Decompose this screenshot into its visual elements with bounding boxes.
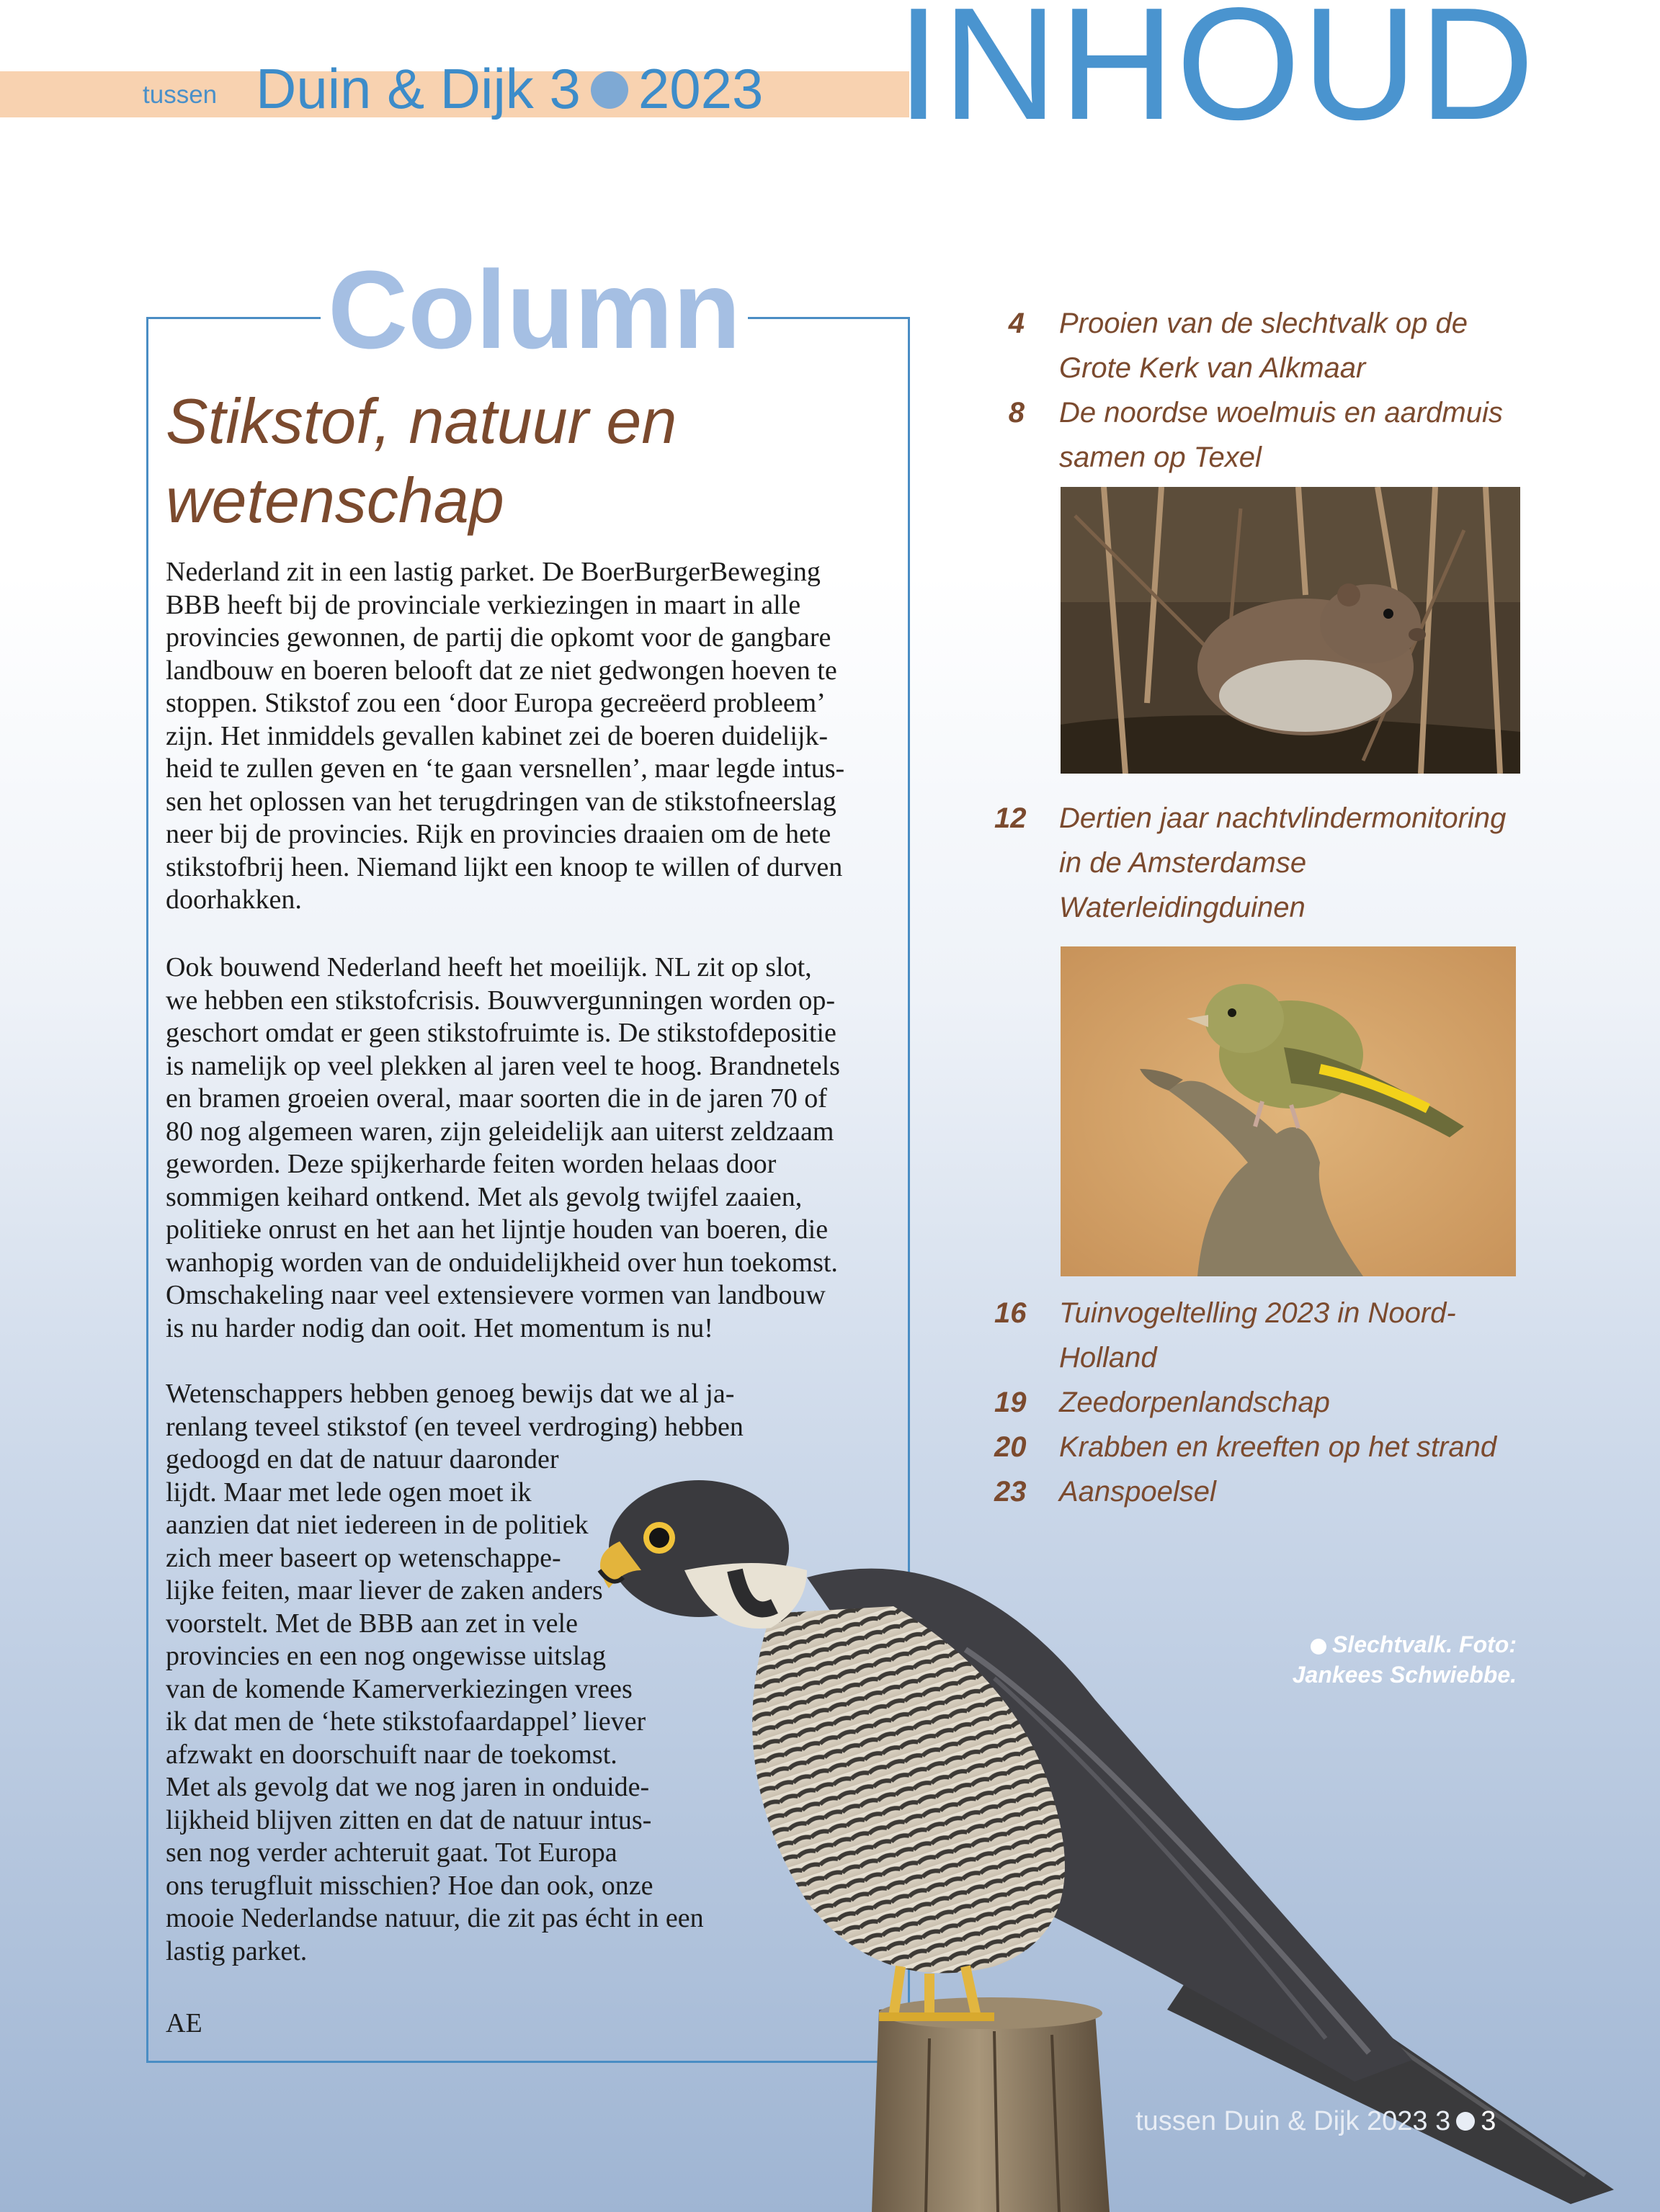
toc-page-number: 19 <box>994 1387 1027 1418</box>
toc-entry-line: Dertien jaar nachtvlindermonitoring <box>1059 802 1507 834</box>
column-text-line: geschort omdat er geen stikstofruimte is. De stikstofdepositie <box>166 1018 836 1048</box>
caption-line-1: Slechtvalk. Foto: <box>1225 1629 1517 1660</box>
toc-entry-line: De noordse woelmuis en aardmuis <box>1059 397 1503 429</box>
column-title <box>166 382 814 540</box>
toc-entry-line: Zeedorpenlandschap <box>1059 1387 1330 1418</box>
toc-entry[interactable] <box>1059 1291 1456 1380</box>
toc-entry[interactable] <box>1059 1469 1216 1514</box>
footer-prefix: tussen <box>1135 2106 1216 2136</box>
toc-page-number: 4 <box>1008 308 1025 339</box>
column-text-line: renlang teveel stikstof (en teveel verdroging) hebben <box>166 1411 744 1442</box>
column-text-line: we hebben een stikstofcrisis. Bouwvergunningen worden op- <box>166 985 836 1016</box>
column-text-line: is namelijk op veel plekken al jaren veel te hoog. Brandnetels <box>166 1050 840 1081</box>
toc-page-number: 16 <box>994 1297 1027 1329</box>
column-text-line: wanhopig worden van de onduidelijkheid over hun toekomst. <box>166 1247 838 1278</box>
column-text-line: ons terugfluit misschien? Hoe dan ook, onze <box>166 1870 653 1901</box>
page-footer <box>1135 2106 1496 2137</box>
toc-entry-line: Waterleidingduinen <box>1059 892 1306 923</box>
column-text-line: Nederland zit in een lastig parket. De BoerBurgerBeweging <box>166 557 821 587</box>
toc-entry-line: in de Amsterdamse <box>1059 847 1307 879</box>
column-text-line: landbouw en boeren belooft dat ze niet gedwongen hoeven te <box>166 655 837 686</box>
toc-page-number: 12 <box>994 802 1027 834</box>
column-title-line: Stikstof, natuur en <box>166 385 677 457</box>
toc-entry[interactable] <box>1059 796 1506 930</box>
column-text-line: politieke onrust en het aan het lijntje houden van boeren, die <box>166 1214 829 1245</box>
bullet-dot-icon <box>1456 2112 1475 2131</box>
column-text-line: afzwakt en doorschuift naar de toekomst. <box>166 1739 617 1770</box>
photo-caption <box>1225 1629 1517 1690</box>
magazine-title <box>256 57 764 120</box>
column-text-line: sen nog verder achteruit gaat. Tot Europa <box>166 1837 617 1868</box>
page-number: 3 <box>1481 2106 1496 2136</box>
column-text-line: zijn. Het inmiddels gevallen kabinet zei de boeren duidelijk- <box>166 720 829 751</box>
bullet-dot-icon <box>591 71 628 109</box>
column-label: Column <box>321 252 748 369</box>
column-text-line: is nu harder nodig dan ooit. Het momentum is nu! <box>166 1312 713 1343</box>
header-prefix: tussen <box>143 81 218 109</box>
magazine-year: 2023 <box>638 57 764 120</box>
column-text-line: doorhakken. <box>166 885 302 915</box>
column-text-line: voorstelt. Met de BBB aan zet in vele <box>166 1608 578 1639</box>
column-text-line: heid te zullen geven en ‘te gaan versnellen’, maar legde intus- <box>166 753 845 784</box>
column-text-line: lastig parket. <box>166 1935 308 1966</box>
toc-page-number: 20 <box>994 1431 1027 1463</box>
magazine-title-text: Duin & Dijk 3 <box>256 57 581 120</box>
column-text-line: van de komende Kamerverkiezingen vrees <box>166 1673 633 1704</box>
toc-entry-line: Krabben en kreeften op het strand <box>1059 1431 1497 1463</box>
toc-entry-line: Grote Kerk van Alkmaar <box>1059 352 1366 384</box>
column-text-line: mooie Nederlandse natuur, die zit pas écht in een <box>166 1903 704 1933</box>
toc-entry-line: Tuinvogeltelling 2023 in Noord- <box>1059 1297 1456 1329</box>
column-text-line: provincies gewonnen, de partij die opkomt voor de gangbare <box>166 622 831 653</box>
column-text-line: neer bij de provincies. Rijk en provincies draaien om de hete <box>166 819 831 849</box>
toc-entry[interactable] <box>1059 390 1503 480</box>
column-text-line: ik dat men de ‘hete stikstofaardappel’ liever <box>166 1706 646 1737</box>
column-text-line: Wetenschappers hebben genoeg bewijs dat we al ja- <box>166 1379 735 1409</box>
column-text-line: Omschakeling naar veel extensievere vormen van landbouw <box>166 1280 826 1310</box>
footer-title: Duin & Dijk 2023 3 <box>1223 2106 1451 2136</box>
column-text-line: gedoogd en dat de natuur daaronder <box>166 1444 559 1474</box>
toc-entry-line: Prooien van de slechtvalk op de <box>1059 308 1468 339</box>
column-signature: AE <box>166 2008 202 2038</box>
section-heading-inhoud: INHOUD <box>896 0 1536 153</box>
column-text-line: geworden. Deze spijkerharde feiten worden helaas door <box>166 1149 777 1179</box>
toc-entry-line: Aanspoelsel <box>1059 1476 1216 1508</box>
column-text-line: aanzien dat niet iedereen in de politiek <box>166 1510 589 1540</box>
column-text-line: en bramen groeien overal, maar soorten die in de jaren 70 of <box>166 1083 827 1114</box>
greenfinch-photo <box>1061 946 1516 1276</box>
column-text-line: lijdt. Maar met lede ogen moet ik <box>166 1477 532 1508</box>
vole-photo <box>1061 487 1520 774</box>
toc-page-number: 8 <box>1008 397 1025 429</box>
toc-entry-line: samen op Texel <box>1059 442 1262 473</box>
column-text-line: stikstofbrij heen. Niemand lijkt een knoop te willen of durven <box>166 851 843 882</box>
toc-entry[interactable] <box>1059 1425 1496 1469</box>
column-text-line: Met als gevolg dat we nog jaren in onduide- <box>166 1772 650 1802</box>
column-title-line: wetenschap <box>166 465 504 536</box>
column-text-line: stoppen. Stikstof zou een ‘door Europa gecreëerd probleem’ <box>166 688 826 718</box>
column-text-line: lijke feiten, maar liever de zaken anders <box>166 1575 603 1606</box>
column-text-line: 80 nog algemeen waren, zijn geleidelijk aan uiterst zeldzaam <box>166 1116 834 1147</box>
column-text-line: provincies en een nog ongewisse uitslag <box>166 1641 607 1671</box>
toc-entry[interactable] <box>1059 301 1468 390</box>
column-paragraph-2 <box>166 951 840 1345</box>
column-text-line: Ook bouwend Nederland heeft het moeilijk. NL zit op slot, <box>166 952 812 982</box>
toc-entry-line: Holland <box>1059 1342 1157 1374</box>
toc-page-number: 23 <box>994 1476 1027 1508</box>
column-text-line: sen het oplossen van het terugdringen van de stikstofneerslag <box>166 786 836 817</box>
toc-entry[interactable] <box>1059 1380 1330 1425</box>
bullet-dot-icon <box>1311 1639 1326 1654</box>
column-paragraph-1 <box>166 556 844 917</box>
column-text-line: lijkheid blijven zitten en dat de natuur intus- <box>166 1804 652 1835</box>
peregrine-falcon-photo <box>591 1462 1628 2212</box>
column-text-line: BBB heeft bij de provinciale verkiezingen in maart in alle <box>166 589 801 620</box>
column-text-line: zich meer baseert op wetenschappe- <box>166 1542 561 1573</box>
column-text-line: sommigen keihard ontkend. Met als gevolg twijfel zaaien, <box>166 1181 803 1212</box>
caption-line-2: Jankees Schwiebbe. <box>1292 1662 1517 1688</box>
